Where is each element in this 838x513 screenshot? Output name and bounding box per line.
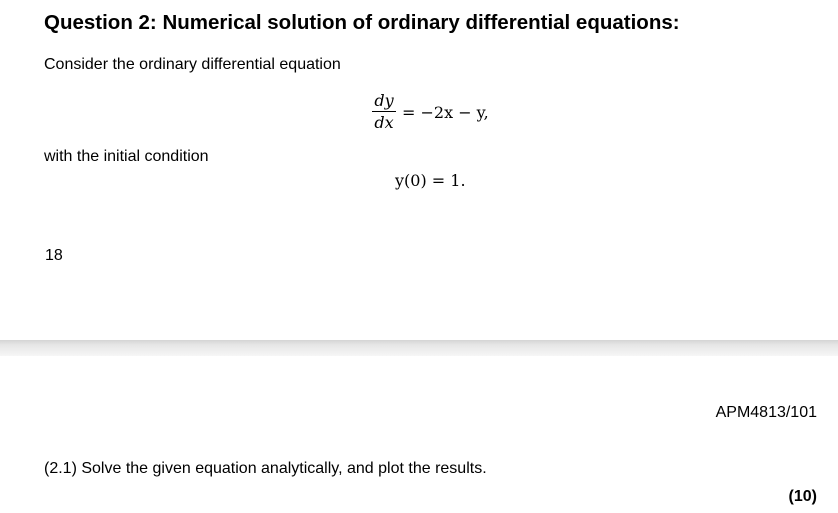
- page-separator: [0, 340, 838, 356]
- intro-text: Consider the ordinary differential equation: [44, 56, 341, 73]
- course-code: APM4813/101: [715, 404, 817, 421]
- initial-condition: y(0) = 1.: [395, 171, 466, 190]
- ode-denominator: dx: [374, 113, 394, 132]
- question-heading: Question 2: Numerical solution of ordinary differential equations:: [44, 11, 680, 34]
- document-page-bottom: [0, 356, 838, 513]
- condition-label: with the initial condition: [44, 148, 209, 165]
- ode-right-hand-side: = −2x − y,: [402, 103, 489, 122]
- page-number: 18: [45, 247, 63, 264]
- marks-label: (10): [788, 488, 817, 505]
- ode-fraction: [372, 92, 396, 131]
- ode-numerator: dy: [374, 91, 394, 110]
- part-text: (2.1) Solve the given equation analytically, and plot the results.: [44, 460, 487, 477]
- fraction-bar: [372, 111, 396, 112]
